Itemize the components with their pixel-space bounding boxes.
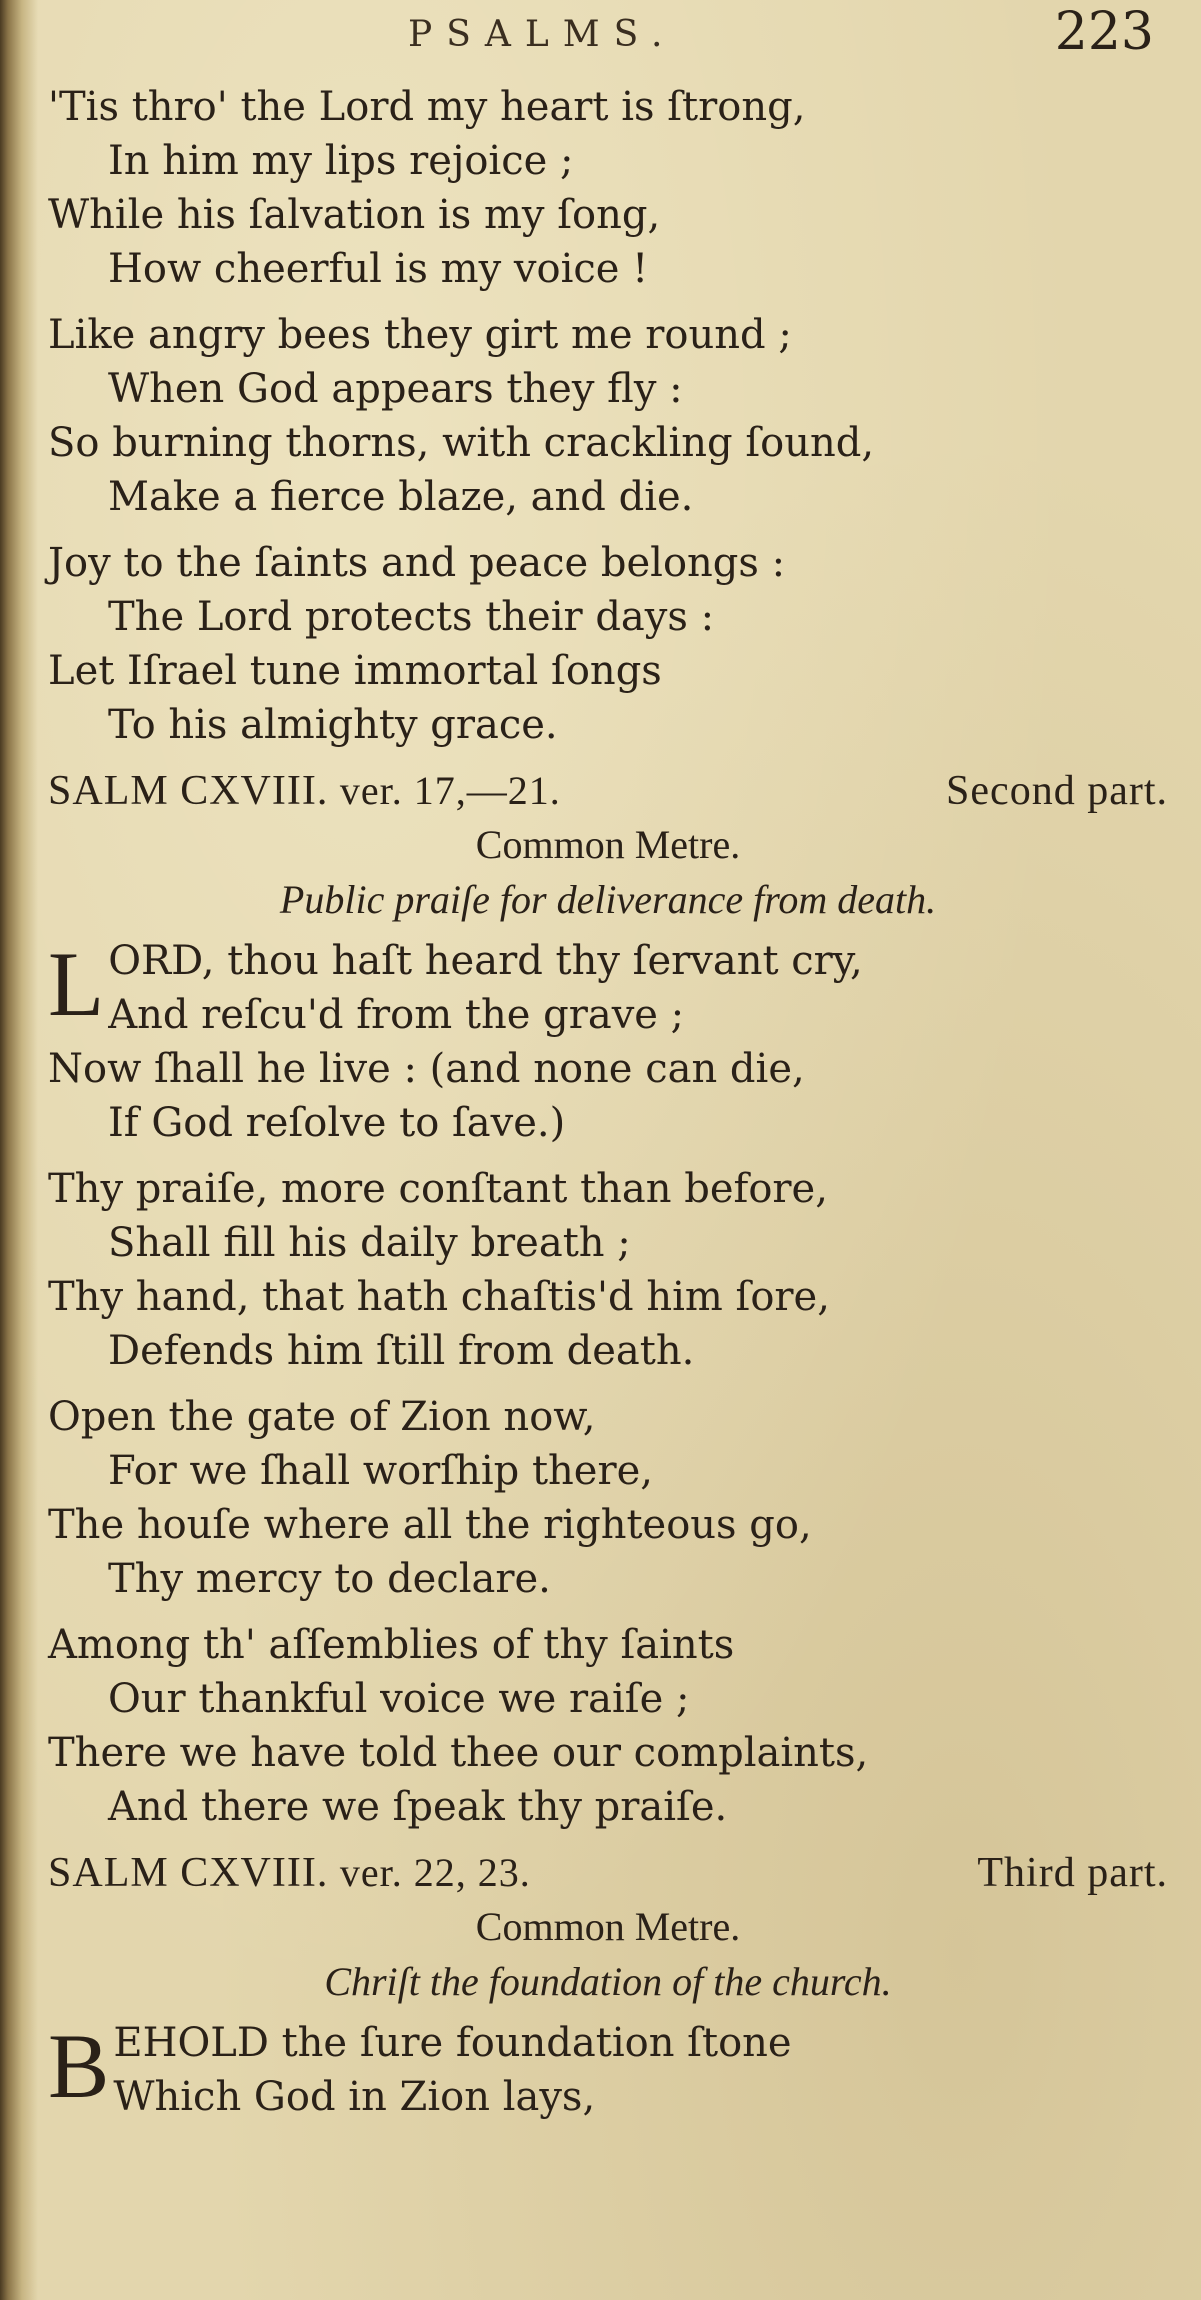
verse-line: While his ſalvation is my ſong, bbox=[48, 192, 661, 238]
verse-line: To his almighty grace. bbox=[108, 702, 558, 748]
opening-stanza bbox=[48, 2016, 1168, 2124]
verse-line: Our thankful voice we raiſe ; bbox=[108, 1676, 690, 1722]
verse-line: Make a fierce blaze, and die. bbox=[108, 474, 694, 520]
verse-line: ORD, thou haſt heard thy ſervant cry, bbox=[108, 938, 863, 984]
verse-line: Shall fill his daily breath ; bbox=[108, 1220, 631, 1266]
metre-label: Common Metre. bbox=[475, 822, 741, 867]
verse-line: In him my lips rejoice ; bbox=[108, 138, 574, 184]
drop-cap: L bbox=[48, 934, 105, 1035]
verse-line: How cheerful is my voice ! bbox=[108, 246, 649, 292]
psalm-number: SALM CXVIII. bbox=[48, 768, 329, 814]
verse-line: 'Tis thro' the Lord my heart is ſtrong, bbox=[48, 84, 806, 130]
verse-line: Like angry bees they girt me round ; bbox=[48, 312, 792, 358]
stanza bbox=[48, 1162, 1168, 1378]
psalm-verses: ver. 22, 23. bbox=[339, 1850, 531, 1895]
verse-line: And reſcu'd from the grave ; bbox=[108, 992, 685, 1038]
verse-line: Open the gate of Zion now, bbox=[48, 1394, 596, 1440]
drop-cap: B bbox=[48, 2016, 110, 2117]
page-content bbox=[48, 80, 1168, 2280]
verse-line: And there we ſpeak thy praiſe. bbox=[108, 1784, 728, 1830]
psalm-number: SALM CXVIII. bbox=[48, 1850, 329, 1896]
stanza bbox=[48, 1390, 1168, 1606]
verse-line: Defends him ſtill from death. bbox=[108, 1328, 695, 1374]
verse-line: Which God in Zion lays, bbox=[113, 2074, 596, 2120]
verse-line: Joy to the ſaints and peace belongs : bbox=[48, 540, 786, 586]
verse-line: Among th' aſſemblies of thy ſaints bbox=[48, 1622, 735, 1668]
verse-line: The Lord protects their days : bbox=[108, 594, 715, 640]
verse-line: There we have told thee our complaints, bbox=[48, 1730, 869, 1776]
verse-line: The houſe where all the righteous go, bbox=[48, 1502, 812, 1548]
stanza bbox=[48, 80, 1168, 296]
verse-line: Thy hand, that hath chaſtis'd him ſore, bbox=[48, 1274, 830, 1320]
psalm-subject: Chriſt the foundation of the church. bbox=[324, 1959, 892, 2004]
psalm-verses: ver. 17,—21. bbox=[339, 768, 561, 813]
verse-line: Thy mercy to declare. bbox=[108, 1556, 551, 1602]
psalm-subject: Public praiſe for deliverance from death. bbox=[279, 877, 937, 922]
stanza bbox=[48, 308, 1168, 524]
stanza bbox=[48, 1618, 1168, 1834]
psalm-part: Third part. bbox=[977, 1850, 1168, 1896]
running-title: PSALMS. bbox=[408, 14, 677, 55]
binding-gutter bbox=[0, 0, 38, 2300]
verse-line: So burning thorns, with crackling ſound, bbox=[48, 420, 875, 466]
psalm-heading bbox=[48, 1846, 1168, 1900]
stanza bbox=[48, 536, 1168, 752]
page-number: 223 bbox=[1054, 2, 1154, 62]
psalm-part: Second part. bbox=[946, 768, 1168, 814]
verse-line: Thy praiſe, more conſtant than before, bbox=[48, 1166, 828, 1212]
opening-stanza bbox=[48, 934, 1168, 1150]
psalm-heading bbox=[48, 764, 1168, 818]
verse-line: When God appears they fly : bbox=[108, 366, 683, 412]
metre-label: Common Metre. bbox=[475, 1904, 741, 1949]
verse-line: EHOLD the ſure foundation ſtone bbox=[113, 2020, 792, 2066]
verse-line: Now ſhall he live : (and none can die, bbox=[48, 1046, 805, 1092]
verse-line: For we ſhall worſhip there, bbox=[108, 1448, 653, 1494]
running-head bbox=[48, 0, 1168, 80]
verse-line: If God reſolve to ſave.) bbox=[108, 1100, 566, 1146]
book-page bbox=[48, 0, 1168, 2300]
verse-line: Let Iſrael tune immortal ſongs bbox=[48, 648, 662, 694]
